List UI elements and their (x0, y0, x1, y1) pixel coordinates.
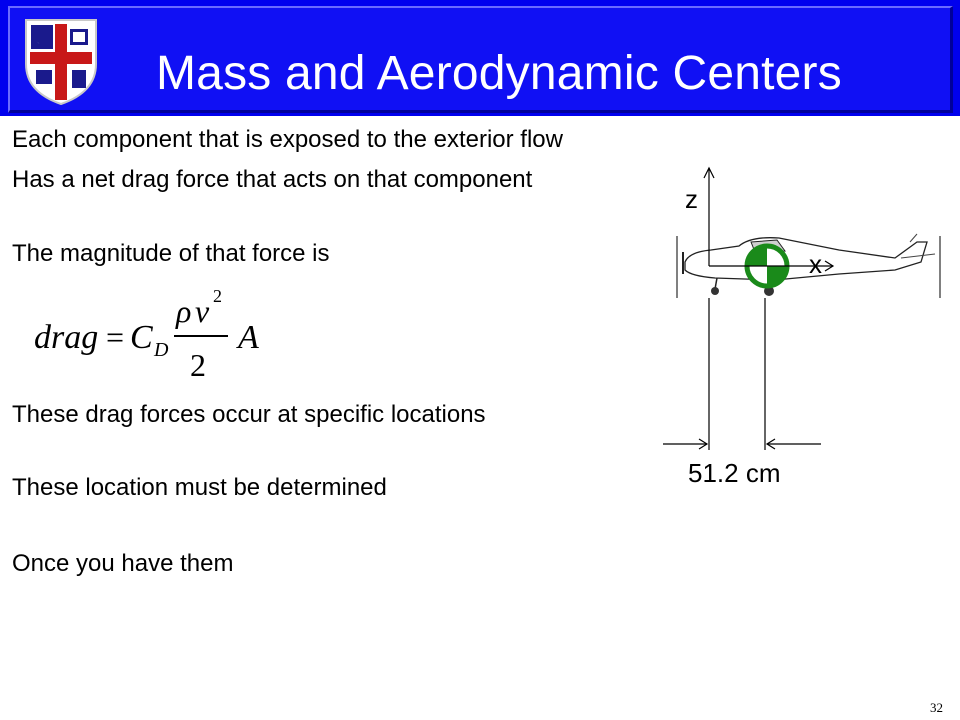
x-axis-label: x (809, 249, 822, 279)
formula-coefficient-subscript: D (154, 339, 169, 361)
formula-equals: = (106, 319, 125, 355)
cg-dimension-label: 51.2 cm (688, 458, 781, 488)
formula-denominator: 2 (190, 347, 206, 383)
title-bar (0, 0, 960, 116)
formula-exponent: 2 (213, 286, 222, 306)
drag-formula (30, 278, 280, 386)
formula-rho: ρ (176, 293, 192, 329)
body-text-line: Once you have them (12, 550, 234, 577)
aircraft-cg-diagram (655, 158, 950, 498)
university-crest-logo (22, 16, 100, 106)
formula-velocity: v (195, 293, 210, 329)
formula-lhs: drag (34, 319, 99, 356)
body-text-line: These location must be determined (12, 474, 387, 501)
body-text-line: Has a net drag force that acts on that component (12, 166, 533, 193)
title-panel (8, 6, 953, 113)
body-text-line: Each component that is exposed to the exterior flow (12, 126, 563, 153)
body-text-line: The magnitude of that force is (12, 240, 330, 267)
formula-coefficient: C (130, 319, 153, 356)
z-axis-label: z (685, 184, 698, 214)
page-number: 32 (930, 700, 943, 715)
formula-area: A (238, 319, 259, 356)
slide-title: Mass and Aerodynamic Centers (156, 47, 842, 100)
body-text-line: These drag forces occur at specific locations (12, 401, 486, 428)
